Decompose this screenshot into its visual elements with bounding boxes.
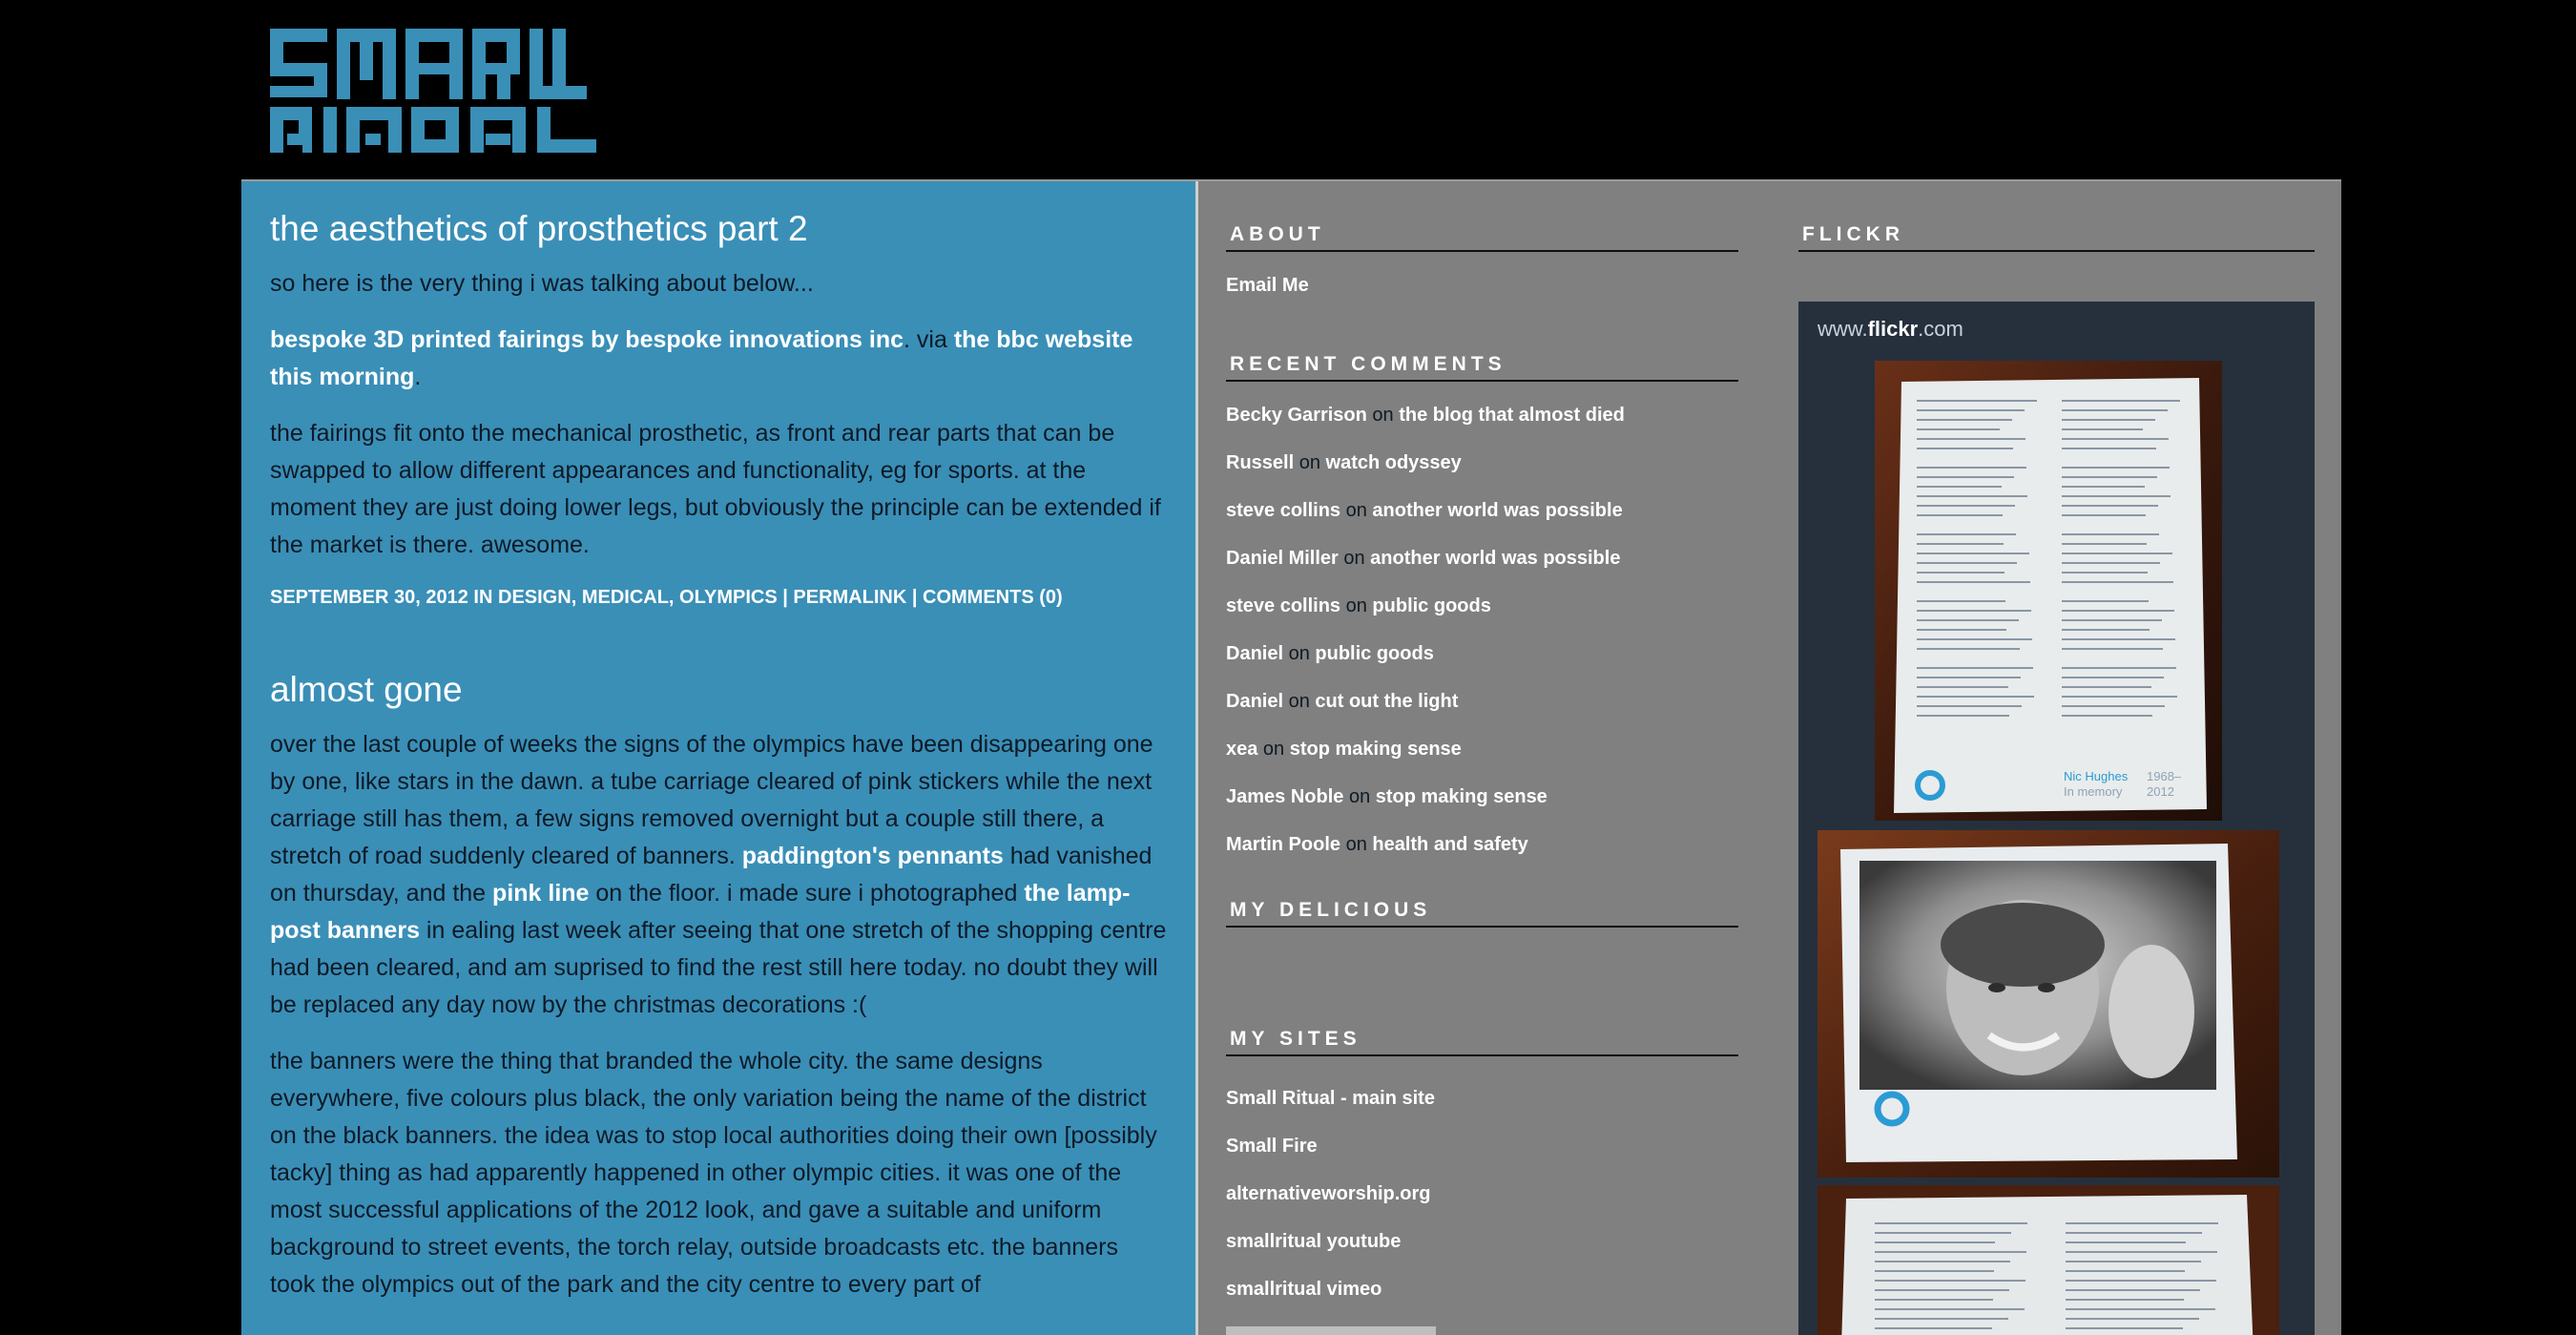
comment-author-link[interactable]: Daniel (1226, 643, 1284, 664)
logo-block (299, 120, 312, 134)
about-heading: ABOUT (1226, 221, 1738, 252)
recent-comment-item: Daniel Miller on another world was possible (1226, 548, 1621, 569)
service-sheet-image (1875, 361, 2222, 821)
my-site-link[interactable]: smallritual youtube (1226, 1231, 1402, 1252)
logo-block (470, 107, 526, 120)
portrait-card-image (1818, 830, 2279, 1178)
category-medical[interactable]: MEDICAL (581, 587, 669, 608)
logo-block (472, 63, 520, 74)
recent-comments-heading: RECENT COMMENTS (1226, 351, 1738, 382)
comment-author-link[interactable]: Daniel (1226, 691, 1284, 712)
post-title[interactable]: almost gone (270, 670, 463, 709)
comment-post-link[interactable]: stop making sense (1375, 786, 1548, 807)
logo-block (270, 120, 283, 153)
recent-comment-item: Daniel on cut out the light (1226, 691, 1459, 712)
comment-post-link[interactable]: another world was possible (1372, 500, 1623, 521)
logo-block (346, 120, 360, 153)
permalink-link[interactable]: PERMALINK (793, 587, 907, 608)
comment-author-link[interactable]: James Noble (1226, 786, 1344, 807)
comments-link[interactable]: COMMENTS (0) (923, 587, 1063, 608)
recent-comment-item: Daniel on public goods (1226, 643, 1434, 664)
post-body: the fairings fit onto the mechanical prosthetic, as front and rear parts that can be swapped to allow different appearances and functionality, eg for sports. at the moment they are just doing lower legs, but obviously the principle can be extended if the market is there. awesome. (270, 420, 1161, 558)
logo-block (405, 63, 463, 74)
flickr-logo[interactable]: www.flickr.com (1818, 317, 1963, 341)
logo-block (337, 29, 396, 42)
meta-sep: | (906, 587, 923, 608)
post-paragraph: the banners were the thing that branded the whole city. the same designs everywhere, five colours plus black, the only variation being the name of the district on the black banners. the idea was to stop local authorities doing their own [possibly tacky] thing as had apparently happened in other olympic cities. it was one of the most successful applications of the 2012 look, and gave a suitable and uniform background to street events, the torch relay, outside broadcasts etc. the banners took the olympics out of the park and the city centre to every part of (270, 1048, 1157, 1298)
site-header (241, 0, 2341, 179)
logo-block (270, 29, 327, 42)
post (270, 669, 1167, 1304)
recent-comment-item: steve collins on public goods (1226, 595, 1491, 616)
logo-block (423, 139, 447, 153)
sidebar (1198, 181, 2341, 1335)
my-site-link[interactable]: smallritual vimeo (1226, 1279, 1382, 1300)
period-text: . (414, 364, 422, 390)
comment-author-link[interactable]: Daniel Miller (1226, 548, 1339, 569)
logo-block (365, 134, 381, 145)
flickr-photo-3[interactable] (1818, 1185, 2279, 1335)
svg-text:2012: 2012 (2147, 784, 2174, 799)
my-site-link[interactable]: Small Fire (1226, 1136, 1318, 1157)
my-delicious-heading: MY DELICIOUS (1226, 897, 1738, 928)
comment-post-link[interactable]: watch odyssey (1325, 452, 1462, 473)
logo-block (360, 42, 373, 80)
svg-text:1968–: 1968– (2147, 769, 2182, 783)
logo-block (388, 120, 402, 153)
post-date: SEPTEMBER 30, 2012 (270, 587, 468, 608)
logo-block (270, 86, 327, 97)
comment-post-link[interactable]: public goods (1315, 643, 1434, 664)
logo-block (270, 107, 312, 120)
flickr-photo-1[interactable] (1875, 361, 2222, 821)
comment-post-link[interactable]: the blog that almost died (1399, 405, 1625, 426)
logo-block (537, 139, 596, 153)
comment-post-link[interactable]: stop making sense (1289, 739, 1462, 760)
my-site-link[interactable]: alternativeworship.org (1226, 1183, 1431, 1204)
comment-post-link[interactable]: another world was possible (1370, 548, 1621, 569)
flickr-badge (1798, 302, 2315, 1335)
logo-block (472, 29, 520, 42)
service-sheet-image-2 (1818, 1185, 2279, 1335)
site-logo[interactable] (270, 29, 606, 153)
recent-comment-item: Martin Poole on health and safety (1226, 834, 1528, 855)
meta-in: IN (467, 587, 498, 608)
logo-block (270, 42, 283, 63)
recent-comment-item: xea on stop making sense (1226, 739, 1462, 760)
svg-text:In memory: In memory (2064, 784, 2123, 799)
comment-author-link[interactable]: Martin Poole (1226, 834, 1341, 855)
recent-comment-item: Russell on watch odyssey (1226, 452, 1462, 473)
logo-block (405, 29, 463, 42)
comment-author-link[interactable]: steve collins (1226, 595, 1341, 616)
logo-block (346, 107, 402, 120)
via-text: . via (904, 326, 954, 353)
my-sites-heading: MY SITES (1226, 1026, 1738, 1056)
my-site-link[interactable]: Small Ritual - main site (1226, 1088, 1435, 1109)
logo-block (383, 42, 396, 99)
logo-block (323, 107, 337, 153)
svg-text:Nic Hughes: Nic Hughes (2064, 769, 2129, 783)
logo-block (552, 29, 566, 86)
recent-comment-item: James Noble on stop making sense (1226, 786, 1548, 807)
recent-comment-item: steve collins on another world was possible (1226, 500, 1623, 521)
post (270, 208, 1167, 612)
category-design[interactable]: DESIGN (498, 587, 571, 608)
logo-block (497, 74, 510, 99)
lamp-post-banners-link[interactable]: the lamp-post banners (270, 880, 1131, 944)
flickr-photo-2[interactable] (1818, 830, 2279, 1178)
bespoke-link[interactable]: bespoke 3D printed fairings by bespoke innovations inc (270, 326, 904, 353)
logo-block (411, 107, 459, 120)
post-intro: so here is the very thing i was talking about below... (270, 270, 814, 297)
comment-post-link[interactable]: cut out the light (1315, 691, 1459, 712)
logo-block (446, 120, 459, 153)
comment-post-link[interactable]: health and safety (1372, 834, 1528, 855)
meta-sep: | (777, 587, 794, 608)
clipped-site-link (1226, 1326, 1436, 1335)
comment-author-link[interactable]: xea (1226, 739, 1258, 760)
post-title[interactable]: the aesthetics of prosthetics part 2 (270, 209, 808, 248)
comment-post-link[interactable]: public goods (1372, 595, 1491, 616)
bbc-link[interactable]: the bbc website this morning (270, 326, 1133, 390)
post-paragraph: over the last couple of weeks the signs of the olympics have been disappearing one by one, like stars in the dawn. a tube carriage cleared of pink stickers while the next carriage still has them, a few signs removed overnight but a couple still there, a stretch of road suddenly cleared of banners. paddington's pennants had vanished on thursday, and the pink line on the floor. i made sure i photographed the lamp-post banners in ealing last week after seeing that one stretch of the shopping centre had been cleared, and am suprised to find the rest still here today. no doubt they will be replaced any day now by the christmas decorations :( (270, 731, 1167, 1018)
email-me-link[interactable]: Email Me (1226, 275, 1309, 296)
category-olympics[interactable]: OLYMPICS (679, 587, 778, 608)
page (241, 0, 2341, 1335)
comment-author-link[interactable]: Russell (1226, 452, 1295, 473)
post-meta: SEPTEMBER 30, 2012 IN DESIGN, MEDICAL, OLYMPICS | PERMALINK | COMMENTS (0) (270, 587, 1063, 608)
post-links (270, 322, 1167, 396)
logo-block (302, 139, 312, 153)
paddington-pennants-link[interactable]: paddington's pennants (741, 843, 1004, 869)
logo-block (470, 120, 484, 153)
logo-block (512, 120, 526, 153)
logo-block (530, 86, 587, 99)
logo-block (507, 42, 520, 63)
logo-block (270, 63, 327, 76)
logo-block (337, 42, 350, 99)
pink-line-link[interactable]: pink line (492, 880, 590, 907)
comment-author-link[interactable]: Becky Garrison (1226, 405, 1367, 426)
recent-comment-item: Becky Garrison on the blog that almost died (1226, 405, 1625, 426)
comment-author-link[interactable]: steve collins (1226, 500, 1341, 521)
flickr-heading: FLICKR (1798, 221, 2315, 252)
logo-block (486, 134, 510, 145)
main-content (241, 181, 1195, 1335)
